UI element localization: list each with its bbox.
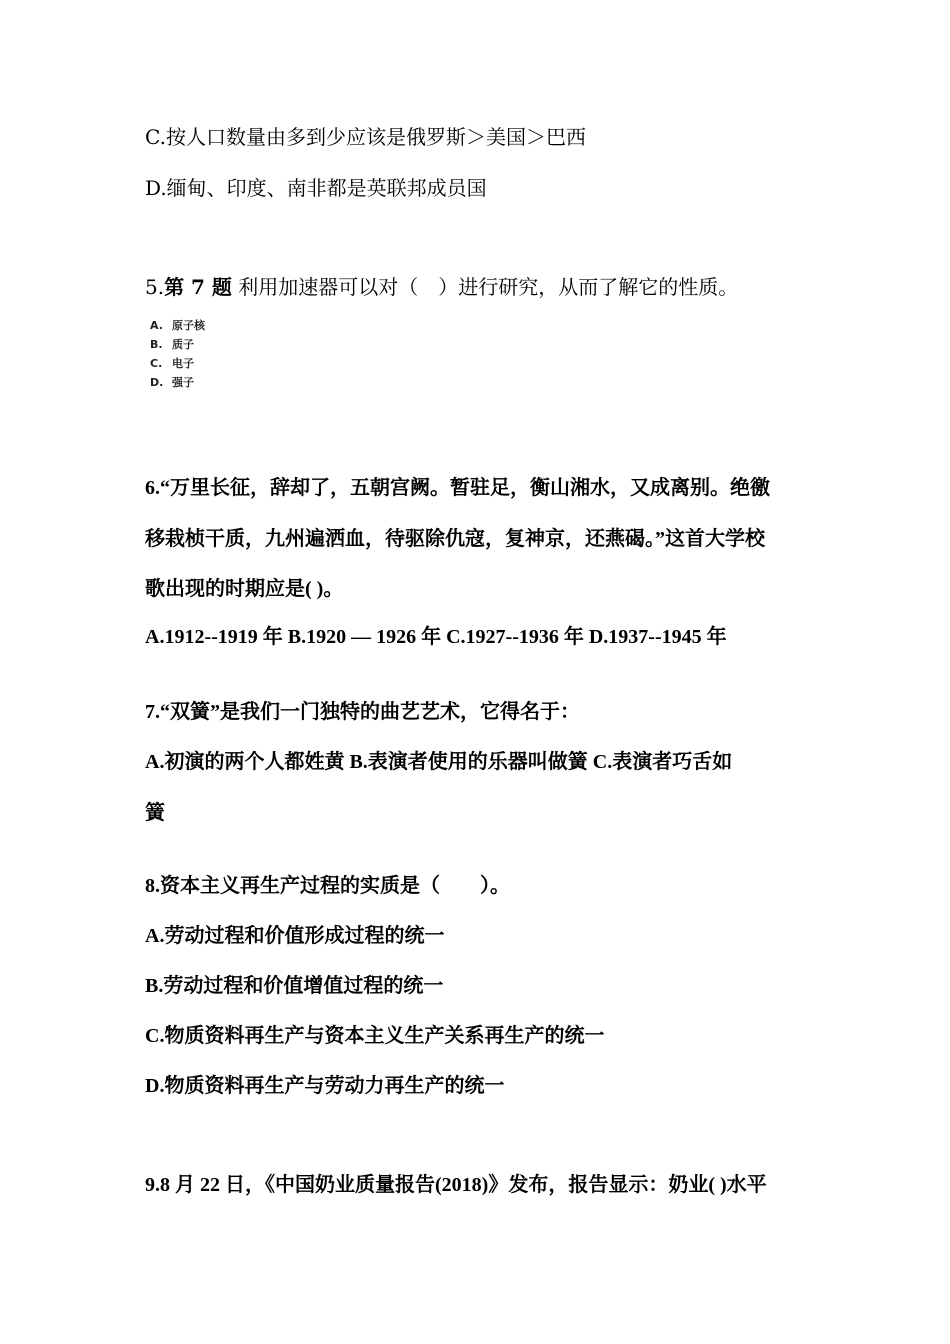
question-7-options-line-1: A.初演的两个人都姓黄 B.表演者使用的乐器叫做簧 C.表演者巧舌如: [145, 751, 733, 773]
option-letter: A.: [150, 319, 163, 332]
q4-option-d: D.缅甸、印度、南非都是英联邦成员国: [145, 176, 487, 200]
question-8-option-a: A.劳动过程和价值形成过程的统一: [145, 925, 445, 947]
question-7-options-line-2: 簧: [145, 802, 165, 824]
question-5-number: 5.: [145, 275, 165, 299]
option-text: 质子: [172, 338, 194, 351]
option-text: 电子: [172, 357, 194, 370]
question-5-stem: [145, 271, 738, 300]
question-8-stem: 8.资本主义再生产过程的实质是（ ）。: [145, 875, 510, 897]
question-9-stem: 9.8 月 22 日，《中国奶业质量报告(2018)》发布，报告显示：奶业( )水平: [145, 1174, 767, 1196]
question-8-option-b: B.劳动过程和价值增值过程的统一: [145, 975, 444, 997]
q4-option-c: C.按人口数量由多到少应该是俄罗斯＞美国＞巴西: [145, 125, 586, 149]
question-7-stem: 7.“双簧”是我们一门独特的曲艺艺术，它得名于：: [145, 701, 580, 723]
question-6-line-2: 移栽桢干质，九州遍洒血，待驱除仇寇，复神京，还燕碣。”这首大学校: [145, 528, 765, 550]
question-8-option-d: D.物质资料再生产与劳动力再生产的统一: [145, 1075, 505, 1097]
question-5-option-b: [150, 335, 205, 354]
question-5-options: [150, 316, 205, 392]
question-5-text: 利用加速器可以对（ ）进行研究，从而了解它的性质。: [231, 275, 739, 299]
option-letter: D.: [150, 376, 164, 389]
question-6-line-3: 歌出现的时期应是( )。: [145, 578, 344, 600]
question-6-line-1: 6.“万里长征，辞却了，五朝宫阙。暂驻足，衡山湘水，又成离别。绝徼: [145, 477, 770, 499]
option-text: 强子: [172, 376, 194, 389]
option-text: 原子核: [172, 319, 205, 332]
option-letter: C.: [150, 357, 163, 370]
question-5-option-a: [150, 316, 205, 335]
question-6-options: A.1912--1919 年 B.1920 — 1926 年 C.1927--1936 年 D.1937--1945 年: [145, 626, 727, 648]
question-5-option-d: [150, 373, 205, 392]
question-5-option-c: [150, 354, 205, 373]
option-letter: B.: [150, 338, 163, 351]
question-5-tag: 第 7 题: [164, 275, 232, 299]
question-8-option-c: C.物质资料再生产与资本主义生产关系再生产的统一: [145, 1025, 605, 1047]
